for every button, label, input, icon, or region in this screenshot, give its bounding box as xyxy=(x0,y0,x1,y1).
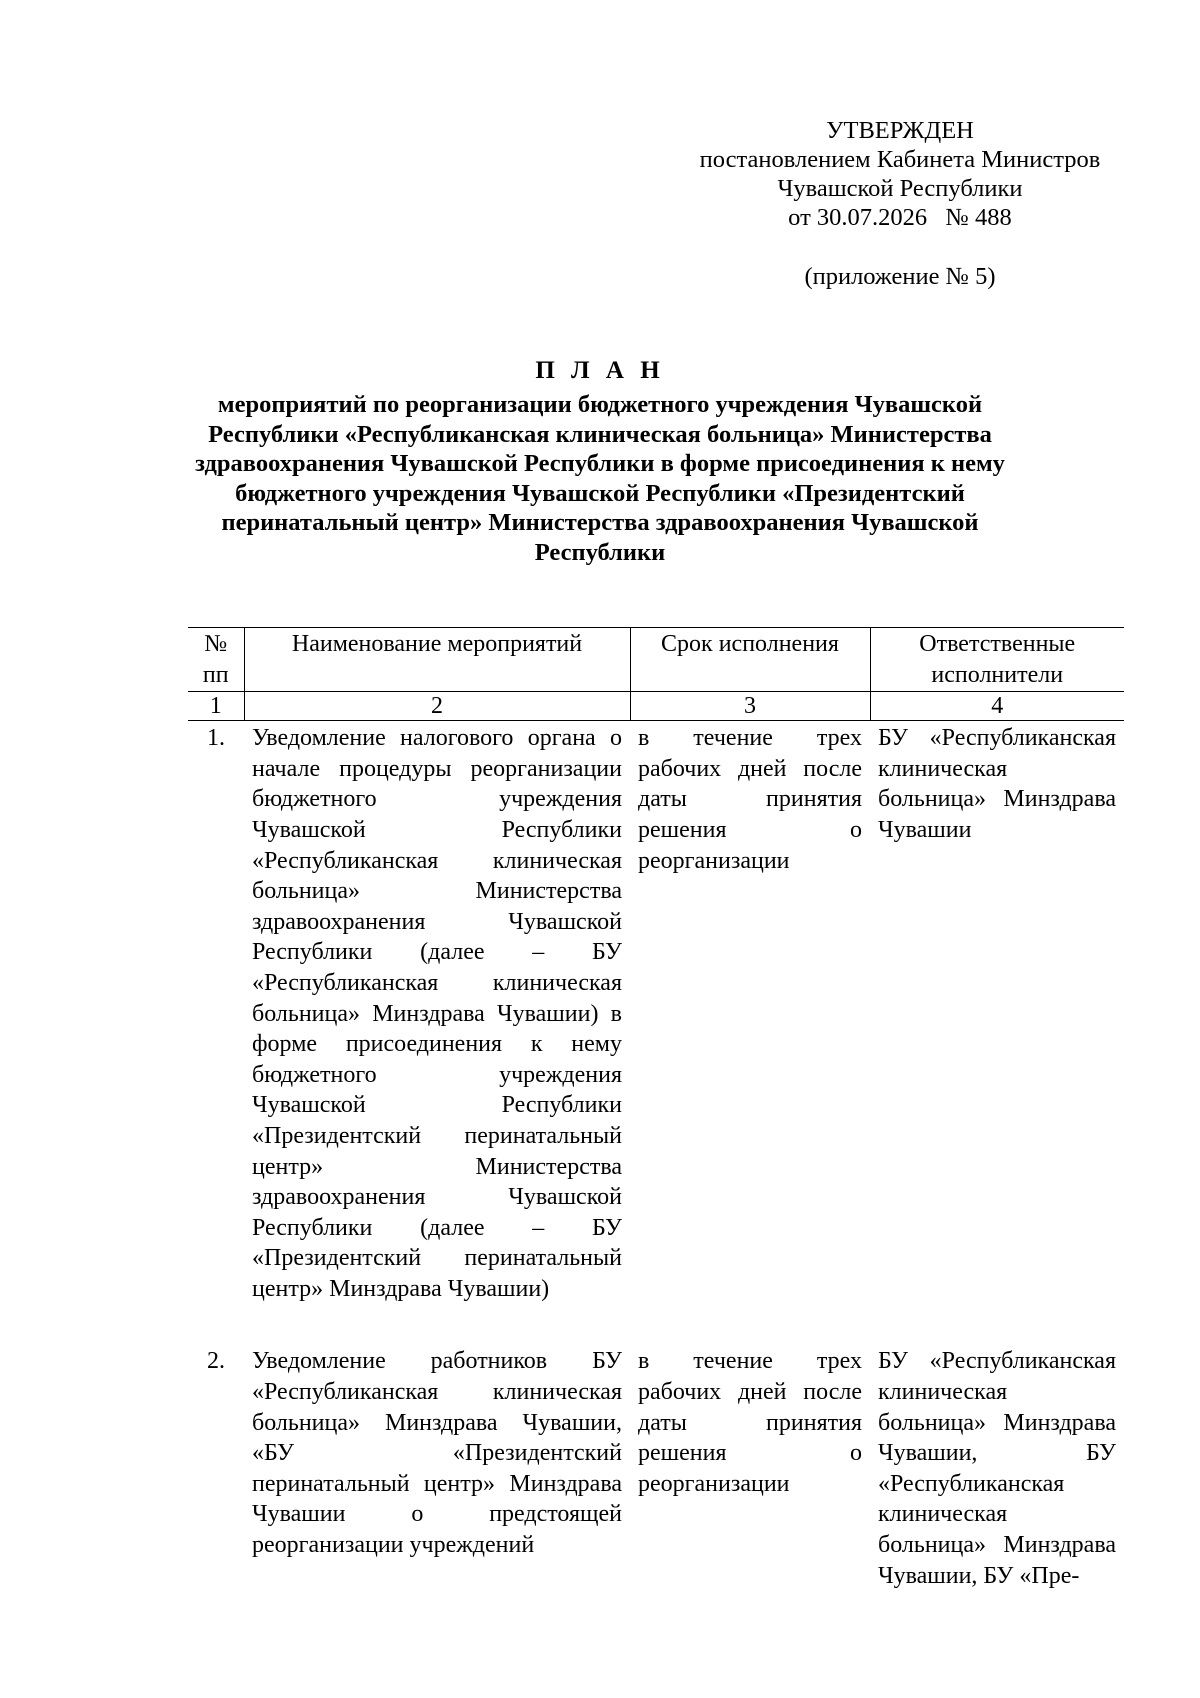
header-number: № пп xyxy=(188,628,244,692)
approval-stamp xyxy=(680,116,1120,291)
deadline: в течение трех рабочих дней после даты принятия решения о реорганизации xyxy=(638,725,862,874)
column-number: 4 xyxy=(870,692,1124,721)
plan-heading: П Л А Н xyxy=(535,357,665,384)
table-row xyxy=(188,721,1124,1347)
row-number: 2. xyxy=(207,1348,225,1375)
table-row xyxy=(188,1346,1124,1591)
header-deadline: Срок исполнения xyxy=(630,628,870,692)
responsible: БУ «Республиканская клиническая больница» Минздрава Чувашии xyxy=(878,725,1116,843)
appendix-note: (приложение № 5) xyxy=(804,263,996,290)
deadline: в течение трех рабочих дней после даты принятия решения о реорганизации xyxy=(638,1348,862,1497)
column-number-row xyxy=(188,692,1124,721)
column-number: 3 xyxy=(630,692,870,721)
approval-authority: постановлением Кабинета Министров xyxy=(699,146,1101,173)
header-activity: Наименование мероприятий xyxy=(244,628,630,692)
plan-title: мероприятий по реорганизации бюджетного учреждения Чувашской Республики «Республиканская клиническая больница» Министерства здравоохранения Чувашской Республики в форме присоединения к нему бюджетного учреждения Чувашской Республики «Президентский перинатальный центр» Министерства здравоохранения Чувашской Республики xyxy=(195,391,1005,566)
activity-name: Уведомление работников БУ «Республиканская клиническая больница» Минздрава Чувашии, «БУ «Президентский перинатальный центр» Минздрава Чувашии о предстоящей реорганизации учреждений xyxy=(252,1348,622,1559)
responsible: БУ «Республиканская клиническая больница» Минздрава Чувашии, БУ «Республиканская клиническая больница» Минздрава Чувашии, БУ «Пре- xyxy=(878,1348,1116,1589)
table-header-row xyxy=(188,628,1124,692)
activity-name: Уведомление налогового органа о начале процедуры реорганизации бюджетного учреждения Чувашской Республики «Республиканская клиническая больница» Министерства здравоохранения Чувашской Республики (далее – БУ «Республиканская клиническая больница» Минздрава Чувашии) в форме присоединения к нему бюджетного учреждения Чувашской Республики «Президентский перинатальный центр» Министерства здравоохранения Чувашской Республики (далее – БУ «Президентский перинатальный центр» Минздрава Чувашии) xyxy=(252,725,622,1302)
document-heading xyxy=(180,355,1020,567)
column-number: 2 xyxy=(244,692,630,721)
approval-region: Чувашской Республики xyxy=(777,175,1023,202)
approval-date-number: от 30.07.2026 № 488 xyxy=(788,204,1012,231)
plan-table xyxy=(188,627,1124,1591)
approval-word: УТВЕРЖДЕН xyxy=(826,117,974,144)
header-responsible: Ответственные исполнители xyxy=(870,628,1124,692)
row-number: 1. xyxy=(207,725,225,752)
column-number: 1 xyxy=(188,692,244,721)
